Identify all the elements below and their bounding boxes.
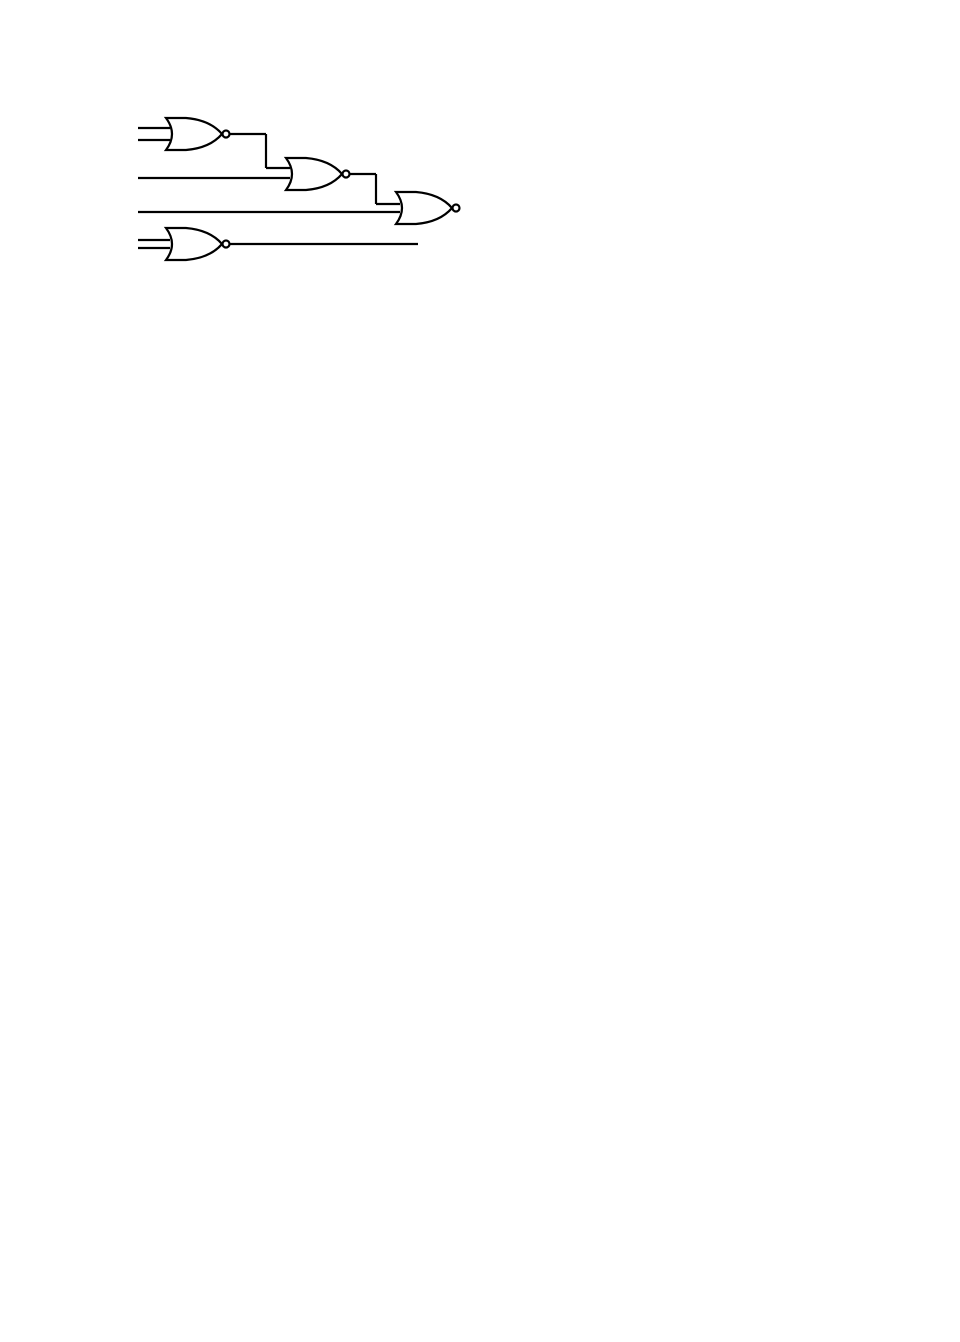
nor-gate-diagram-figure [118, 112, 860, 506]
slide-21 [0, 0, 960, 668]
